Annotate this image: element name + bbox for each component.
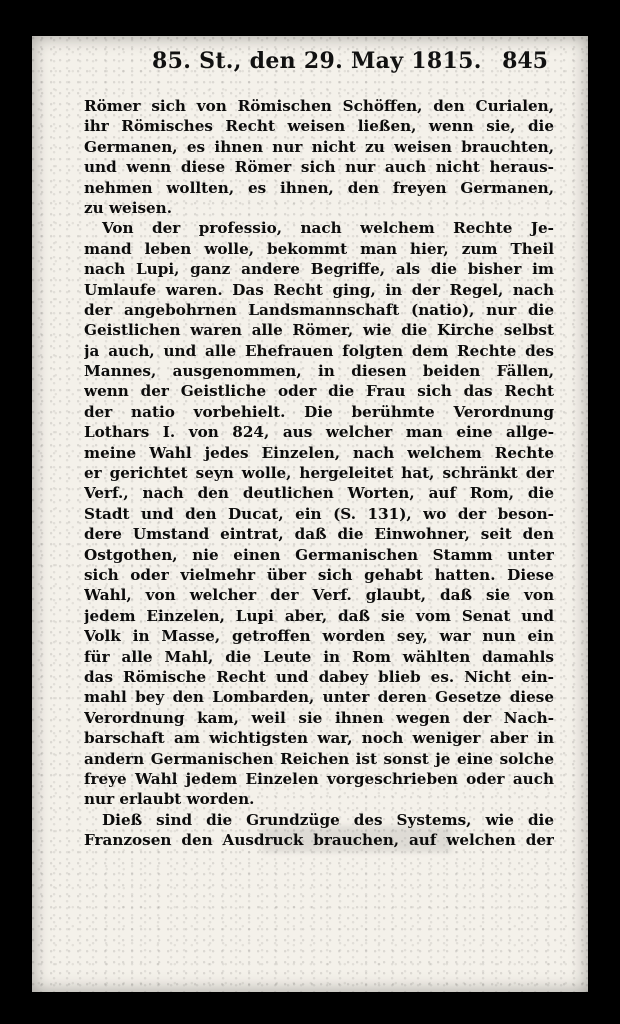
text-line: dere Umstand eintrat, daß die Einwohner, seit den — [84, 525, 554, 544]
text-line: Umlaufe waren. Das Recht ging, in der Regel, nach — [84, 280, 554, 299]
text-line: jedem Einzelen, Lupi aber, daß sie vom Senat und — [84, 606, 554, 625]
paragraph-first-line: Dieß sind die Grundzüge des Systems, wie die — [102, 810, 554, 829]
text-line: Franzosen den Ausdruck brauchen, auf welchen der — [84, 831, 554, 850]
text-line: andern Germanischen Reichen ist sonst je eine solche — [84, 749, 554, 768]
text-line: Wahl, von welcher der Verf. glaubt, daß sie von — [84, 586, 554, 605]
text-line: Volk in Masse, getroffen worden sey, war nun ein — [84, 627, 554, 646]
book-page — [32, 36, 588, 992]
body-text — [84, 96, 554, 850]
paragraph-first-line: Von der professio, nach welchem Rechte Je- — [102, 219, 554, 238]
text-line: nach Lupi, ganz andere Begriffe, als die bisher im — [84, 260, 554, 279]
text-line: Ostgothen, nie einen Germanischen Stamm unter — [84, 545, 554, 564]
text-line: zu weisen. — [84, 198, 173, 217]
text-line: barschaft am wichtigsten war, noch weniger aber in — [84, 729, 554, 748]
text-line: Verordnung kam, weil sie ihnen wegen der Nach- — [84, 708, 554, 727]
text-line: ja auch, und alle Ehefrauen folgten dem Rechte des — [84, 341, 554, 360]
text-line: mand leben wolle, bekommt man hier, zum Theil — [84, 239, 554, 258]
text-line: Germanen, es ihnen nur nicht zu weisen brauchten, — [84, 137, 554, 156]
text-line: Geistlichen waren alle Römer, wie die Kirche selbst — [84, 321, 554, 340]
text-line: für alle Mahl, die Leute in Rom wählten damahls — [84, 647, 554, 666]
text-line: meine Wahl jedes Einzelen, nach welchem Rechte — [84, 443, 554, 462]
text-line: mahl bey den Lombarden, unter deren Gesetze diese — [84, 688, 554, 707]
text-line: ihr Römisches Recht weisen ließen, wenn sie, die — [84, 117, 554, 136]
text-line: der angebohrnen Landsmannschaft (natio), nur die — [84, 300, 554, 319]
text-line: freye Wahl jedem Einzelen vorgeschrieben oder auch — [84, 769, 554, 788]
text-line: das Römische Recht und dabey blieb es. Nicht ein- — [84, 667, 554, 686]
text-line: nehmen wollten, es ihnen, den freyen Germanen, — [84, 178, 554, 197]
text-line: Mannes, ausgenommen, in diesen beiden Fällen, — [84, 362, 554, 381]
text-line: Stadt und den Ducat, ein (S. 131), wo der beson- — [84, 504, 554, 523]
text-line: er gerichtet seyn wolle, hergeleitet hat, schränkt der — [84, 464, 554, 483]
text-line: nur erlaubt worden. — [84, 790, 255, 809]
text-line: Verf., nach den deutlichen Worten, auf Rom, die — [84, 484, 554, 503]
text-line: der natio vorbehielt. Die berühmte Verordnung — [84, 402, 554, 421]
text-line: Römer sich von Römischen Schöffen, den Curialen, — [84, 97, 554, 115]
page-header — [32, 48, 588, 84]
page-number: 845 — [502, 48, 548, 74]
text-line: und wenn diese Römer sich nur auch nicht heraus- — [84, 158, 554, 177]
running-head: 85. St., den 29. May 1815. — [152, 48, 482, 74]
text-line: sich oder vielmehr über sich gehabt hatten. Diese — [84, 565, 554, 584]
text-line: wenn der Geistliche oder die Frau sich das Recht — [84, 382, 554, 401]
text-line: Lothars I. von 824, aus welcher man eine allge- — [84, 423, 554, 442]
